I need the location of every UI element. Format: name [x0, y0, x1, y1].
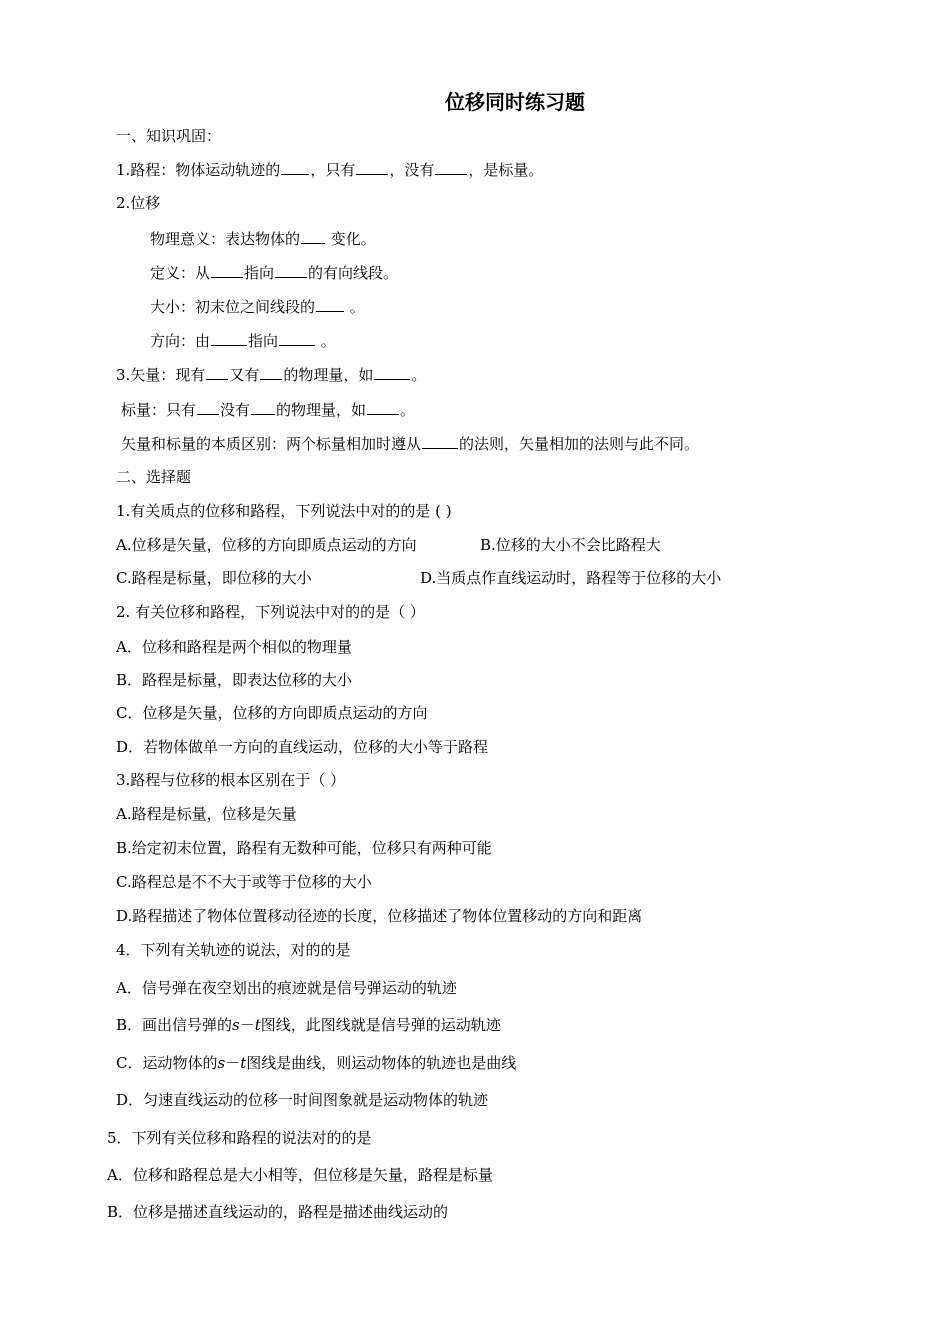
knowledge-q2-meaning: 物理意义：表达物体的 变化。	[150, 230, 376, 248]
choice-q5-stem: 5．下列有关位移和路程的说法对的的是	[107, 1129, 372, 1147]
choice-q2-option-b: B．路程是标量，即表达位移的大小	[116, 671, 353, 689]
choice-q3-option-d: D.路程描述了物体位置移动径迹的长度，位移描述了物体位置移动的方向和距离	[116, 907, 643, 925]
fill-blank	[435, 159, 467, 175]
choice-q2-option-c: C．位移是矢量，位移的方向即质点运动的方向	[116, 704, 428, 722]
fill-blank	[211, 262, 243, 278]
choice-q2-stem: 2. 有关位移和路程，下列说法中对的的是（ ）	[116, 603, 425, 621]
fill-blank	[279, 330, 315, 346]
choice-q1-stem: 1.有关质点的位移和路程，下列说法中对的的是 ( )	[116, 502, 452, 520]
fill-blank	[367, 399, 399, 415]
page-title: 位移同时练习题	[445, 90, 585, 114]
choice-q4-option-a: A．信号弹在夜空划出的痕迹就是信号弹运动的轨迹	[116, 979, 457, 997]
choice-q3-option-c: C.路程总是不不大于或等于位移的大小	[116, 873, 372, 891]
choice-q1-option-d: D.当质点作直线运动时，路程等于位移的大小	[420, 569, 722, 587]
choice-q2-option-d: D．若物体做单一方向的直线运动，位移的大小等于路程	[116, 738, 489, 756]
fill-blank	[260, 364, 282, 380]
choice-q5-option-b: B．位移是描述直线运动的，路程是描述曲线运动的	[107, 1203, 449, 1221]
choice-q3-option-a: A.路程是标量，位移是矢量	[116, 805, 297, 823]
choice-q1-option-b: B.位移的大小不会比路程大	[480, 536, 661, 554]
knowledge-q2-direction: 方向：由 指向 。	[150, 332, 336, 350]
choice-q4-option-d: D．匀速直线运动的位移一时间图象就是运动物体的轨迹	[116, 1091, 489, 1109]
choice-q4-option-c: C．运动物体的s－t图线是曲线，则运动物体的轨迹也是曲线	[116, 1054, 517, 1072]
section2-heading: 二、选择题	[116, 468, 192, 486]
fill-blank	[206, 364, 228, 380]
section1-heading: 一、知识巩固：	[116, 127, 222, 145]
choice-q2-option-a: A．位移和路程是两个相似的物理量	[116, 638, 352, 656]
knowledge-q3-vector: 3.矢量：现有 又有 的物理量，如 。	[116, 366, 427, 384]
choice-q5-option-a: A．位移和路程总是大小相等，但位移是矢量，路程是标量	[107, 1166, 493, 1184]
choice-q4-option-b: B．画出信号弹的s－t图线，此图线就是信号弹的运动轨迹	[116, 1016, 501, 1034]
knowledge-q2-definition: 定义：从 指向 的有向线段。	[150, 264, 399, 282]
fill-blank	[301, 228, 325, 244]
fill-blank	[251, 399, 275, 415]
fill-blank	[356, 159, 388, 175]
choice-q3-stem: 3.路程与位移的根本区别在于（ ）	[116, 771, 346, 789]
choice-q3-option-b: B.给定初末位置，路程有无数种可能，位移只有两种可能	[116, 839, 492, 857]
choice-q4-stem: 4．下列有关轨迹的说法，对的的是	[116, 941, 351, 959]
fill-blank	[275, 262, 307, 278]
fill-blank	[316, 296, 344, 312]
fill-blank	[422, 433, 458, 449]
choice-q1-option-a: A.位移是矢量，位移的方向即质点运动的方向	[116, 536, 417, 554]
knowledge-q2-label: 2.位移	[116, 194, 161, 212]
knowledge-q1: 1.路程：物体运动轨迹的 ，只有 ，没有 ，是标量。	[116, 161, 544, 179]
knowledge-q3-scalar: 标量：只有 没有 的物理量，如 。	[121, 401, 416, 419]
fill-blank	[197, 399, 219, 415]
fill-blank	[281, 159, 309, 175]
choice-q1-option-c: C.路程是标量，即位移的大小	[116, 569, 312, 587]
fill-blank	[211, 330, 247, 346]
fill-blank	[374, 364, 410, 380]
knowledge-q3-difference: 矢量和标量的本质区别：两个标量相加时遵从 的法则，矢量相加的法则与此不同。	[121, 435, 700, 453]
knowledge-q2-magnitude: 大小：初末位之间线段的 。	[150, 298, 365, 316]
